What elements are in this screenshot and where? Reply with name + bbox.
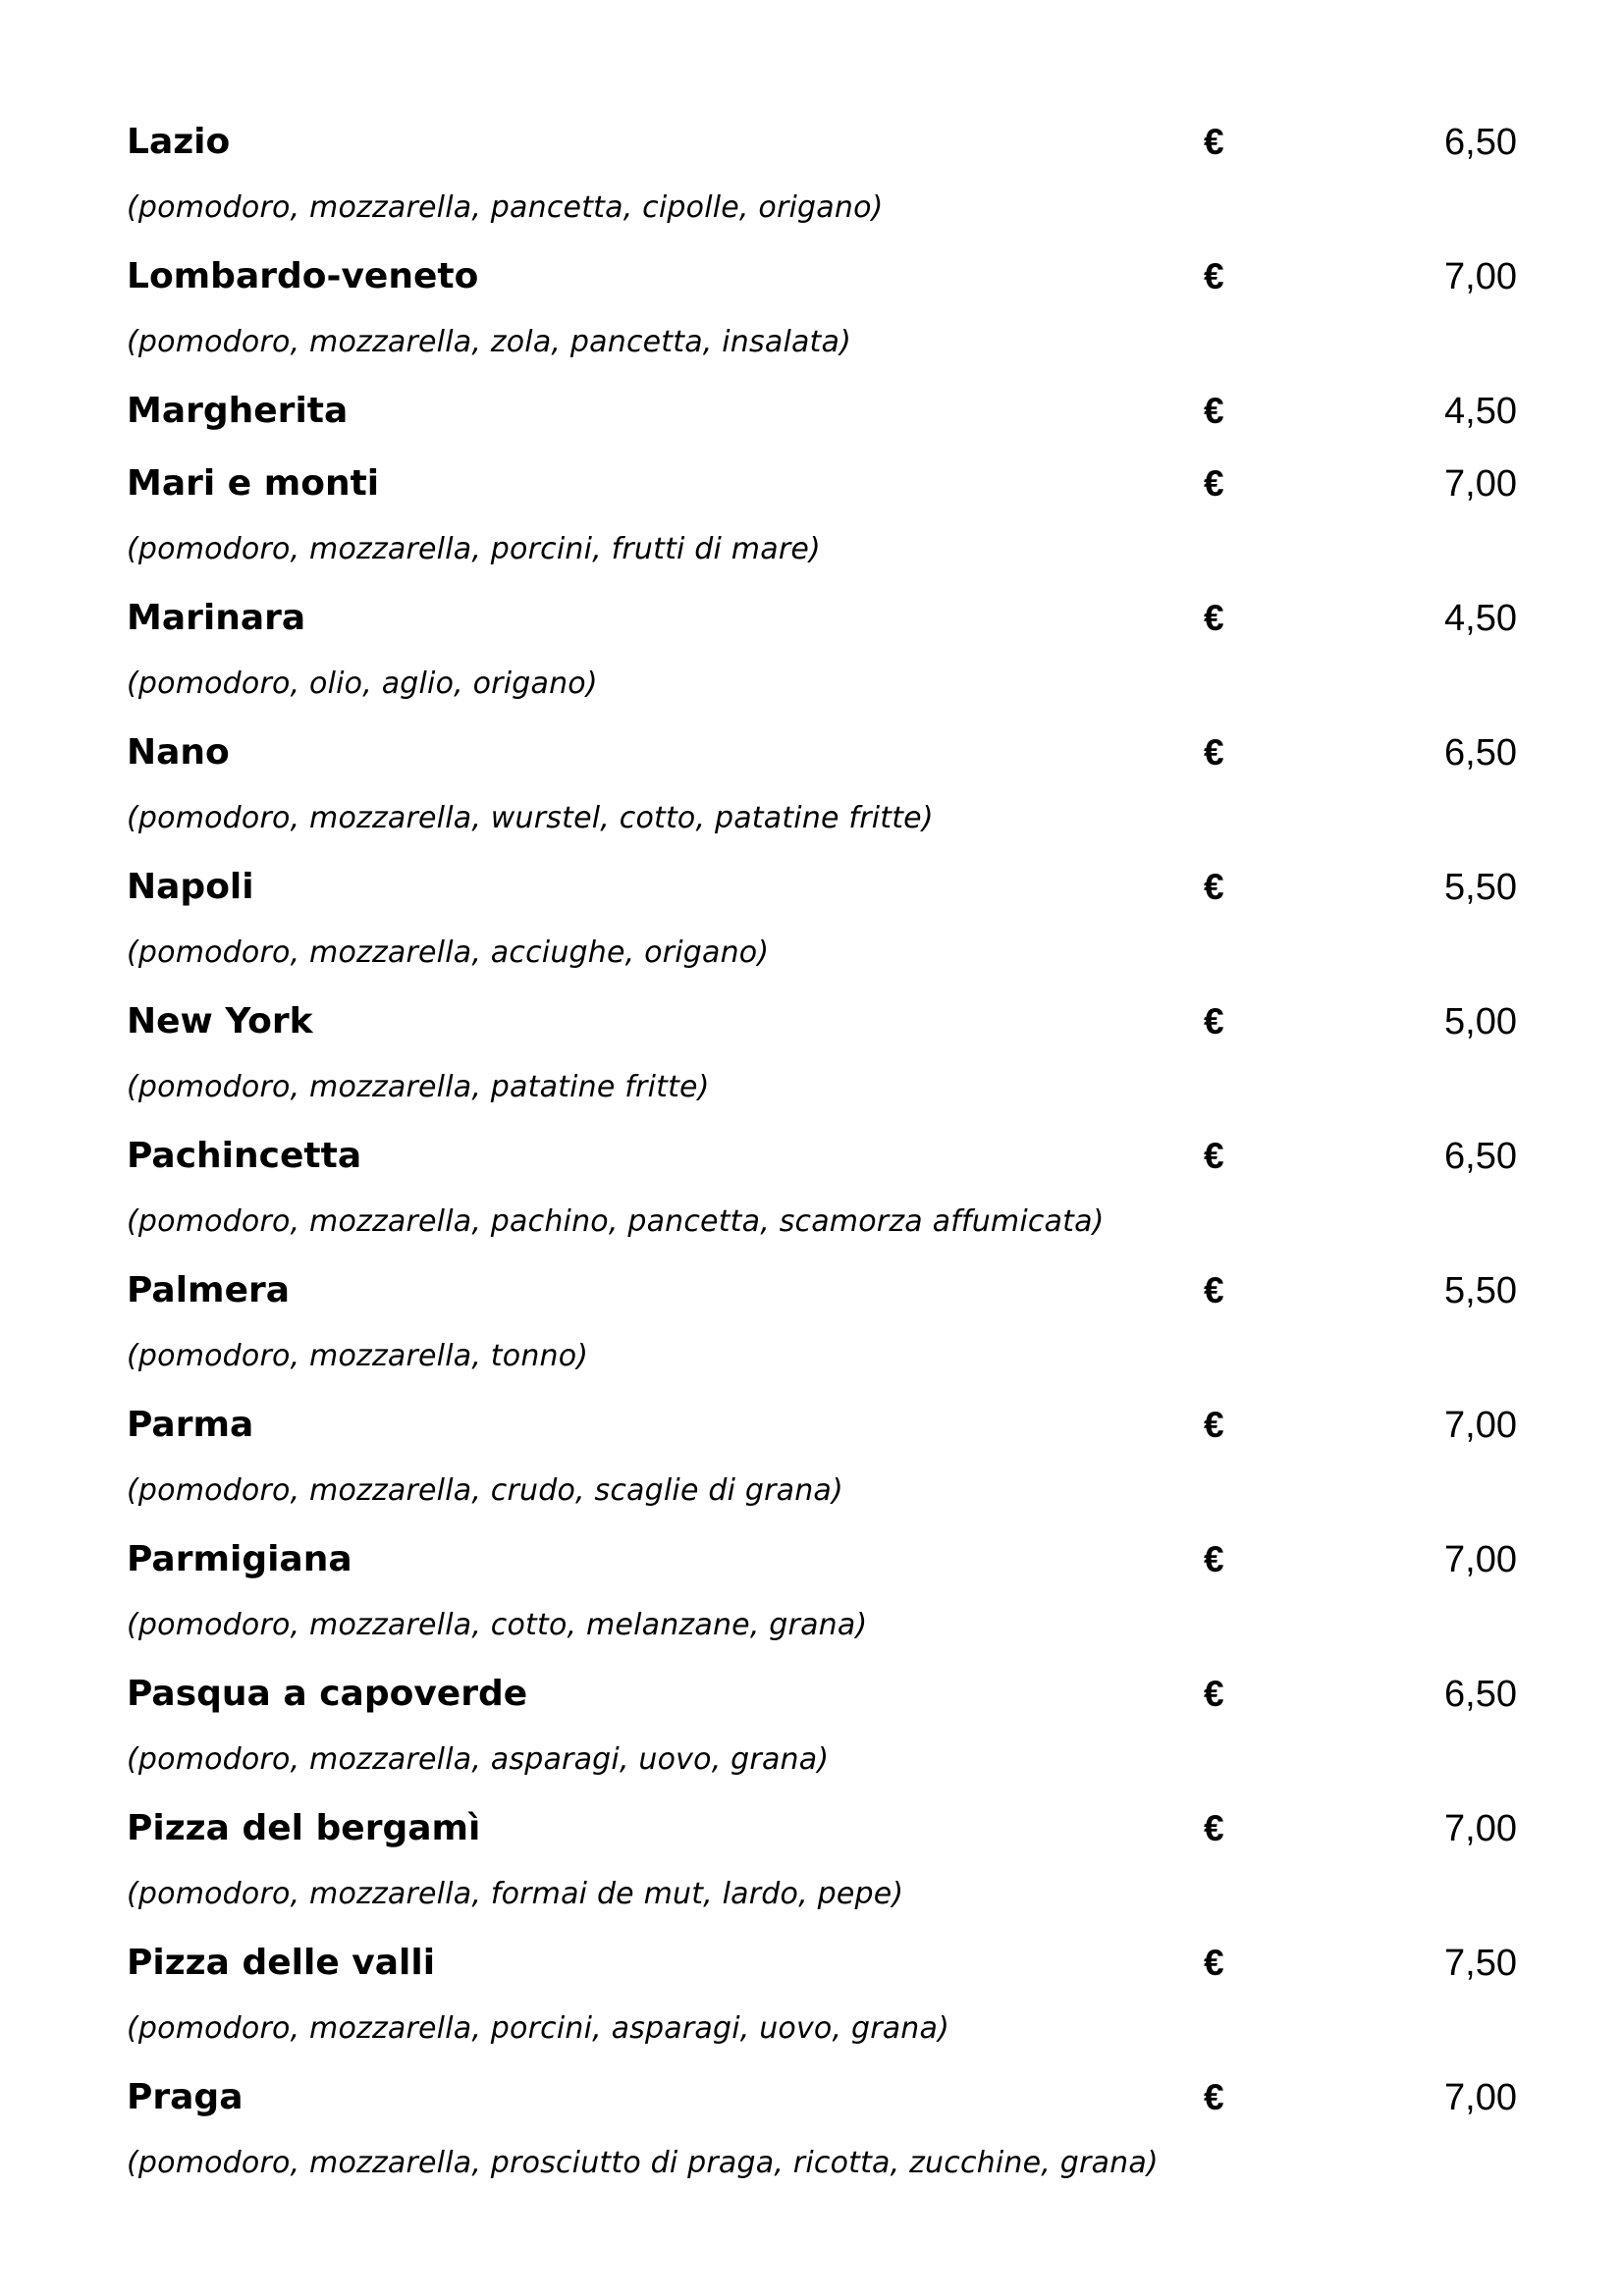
menu-item-price: 7,00	[1444, 256, 1517, 297]
menu-item-name: Marinara	[127, 598, 306, 638]
menu-item-price: 6,50	[1444, 122, 1517, 163]
menu-item-ingredients-row	[0, 313, 1623, 372]
menu-item-row	[0, 1799, 1623, 1858]
menu-item-ingredients-row	[0, 924, 1623, 983]
menu-item-name: Lazio	[127, 122, 231, 162]
menu-item-ingredients-row	[0, 789, 1623, 848]
menu-item-name: Pasqua a capoverde	[127, 1674, 528, 1714]
menu-item-price: 6,50	[1444, 1136, 1517, 1177]
menu-item-name: Margherita	[127, 391, 349, 431]
menu-item-price: 4,50	[1444, 598, 1517, 639]
menu-item-row	[0, 1127, 1623, 1186]
menu-item-price: 5,00	[1444, 1001, 1517, 1042]
currency-symbol: €	[1204, 1001, 1224, 1041]
currency-symbol: €	[1204, 867, 1224, 907]
menu-item-name: Napoli	[127, 867, 254, 907]
menu-item-name: New York	[127, 1001, 313, 1041]
menu-item-price: 7,00	[1444, 1808, 1517, 1849]
menu-item-row	[0, 247, 1623, 306]
menu-item-ingredients: (pomodoro, mozzarella, asparagi, uovo, grana)	[127, 1742, 830, 1777]
menu-item-name: Mari e monti	[127, 463, 380, 504]
menu-item-ingredients: (pomodoro, mozzarella, crudo, scaglie di grana)	[127, 1473, 843, 1508]
menu-item-row	[0, 858, 1623, 917]
menu-item-price: 5,50	[1444, 1270, 1517, 1311]
currency-symbol: €	[1204, 2077, 1224, 2117]
menu-item-price: 6,50	[1444, 732, 1517, 774]
currency-symbol: €	[1204, 1405, 1224, 1445]
menu-item-row	[0, 1261, 1623, 1320]
currency-symbol: €	[1204, 732, 1224, 773]
menu-item-ingredients: (pomodoro, mozzarella, prosciutto di praga, ricotta, zucchine, grana)	[127, 2146, 1159, 2180]
menu-item-row	[0, 589, 1623, 648]
menu-item-ingredients-row	[0, 520, 1623, 579]
menu-item-ingredients-row	[0, 1327, 1623, 1386]
currency-symbol: €	[1204, 1136, 1224, 1176]
menu-item-row	[0, 992, 1623, 1051]
currency-symbol: €	[1204, 1539, 1224, 1579]
menu-item-ingredients: (pomodoro, mozzarella, pancetta, cipolle, origano)	[127, 190, 884, 225]
menu-item-price: 6,50	[1444, 1674, 1517, 1715]
menu-item-ingredients: (pomodoro, mozzarella, porcini, asparagi, uovo, grana)	[127, 2011, 950, 2046]
menu-item-ingredients-row	[0, 1731, 1623, 1789]
currency-symbol: €	[1204, 256, 1224, 296]
menu-item-row	[0, 1530, 1623, 1589]
menu-item-price: 7,00	[1444, 2077, 1517, 2118]
menu-item-name: Parmigiana	[127, 1539, 352, 1579]
menu-item-ingredients-row	[0, 1596, 1623, 1655]
menu-item-ingredients-row	[0, 1058, 1623, 1117]
menu-item-price: 4,50	[1444, 391, 1517, 432]
menu-item-name: Palmera	[127, 1270, 291, 1310]
menu-item-ingredients: (pomodoro, mozzarella, acciughe, origano)	[127, 935, 770, 970]
menu-item-price: 7,50	[1444, 1943, 1517, 1984]
menu-item-name: Nano	[127, 732, 230, 773]
menu-item-row	[0, 113, 1623, 172]
menu-item-ingredients-row	[0, 1462, 1623, 1521]
menu-item-ingredients-row	[0, 2134, 1623, 2193]
currency-symbol: €	[1204, 598, 1224, 638]
currency-symbol: €	[1204, 1270, 1224, 1310]
menu-item-ingredients: (pomodoro, mozzarella, patatine fritte)	[127, 1070, 710, 1104]
menu-item-row	[0, 1396, 1623, 1455]
menu-item-row	[0, 723, 1623, 782]
menu-item-price: 5,50	[1444, 867, 1517, 908]
menu-item-name: Praga	[127, 2077, 243, 2117]
menu-item-ingredients: (pomodoro, mozzarella, porcini, frutti di mare)	[127, 532, 821, 566]
menu-item-ingredients-row	[0, 1193, 1623, 1252]
menu-item-name: Pizza del bergamì	[127, 1808, 481, 1848]
menu-item-ingredients-row	[0, 655, 1623, 714]
menu-item-row	[0, 1665, 1623, 1724]
menu-item-row	[0, 382, 1623, 441]
menu-item-ingredients-row	[0, 179, 1623, 238]
menu-item-ingredients: (pomodoro, mozzarella, cotto, melanzane, grana)	[127, 1608, 868, 1642]
menu-item-row	[0, 1934, 1623, 1993]
menu-item-price: 7,00	[1444, 1539, 1517, 1580]
menu-item-ingredients: (pomodoro, mozzarella, pachino, pancetta, scamorza affumicata)	[127, 1204, 1105, 1239]
menu-item-ingredients-row	[0, 2000, 1623, 2058]
menu-item-name: Parma	[127, 1405, 254, 1445]
currency-symbol: €	[1204, 1943, 1224, 1983]
currency-symbol: €	[1204, 463, 1224, 504]
menu-item-ingredients-row	[0, 1865, 1623, 1924]
currency-symbol: €	[1204, 1808, 1224, 1848]
currency-symbol: €	[1204, 391, 1224, 431]
currency-symbol: €	[1204, 1674, 1224, 1714]
menu-item-ingredients: (pomodoro, mozzarella, formai de mut, lardo, pepe)	[127, 1877, 904, 1911]
currency-symbol: €	[1204, 122, 1224, 162]
menu-item-row	[0, 454, 1623, 513]
menu-item-name: Lombardo-veneto	[127, 256, 479, 296]
menu-item-price: 7,00	[1444, 1405, 1517, 1446]
menu-item-price: 7,00	[1444, 463, 1517, 505]
menu-item-ingredients: (pomodoro, mozzarella, tonno)	[127, 1339, 589, 1373]
menu-item-ingredients: (pomodoro, mozzarella, wurstel, cotto, patatine fritte)	[127, 801, 934, 835]
menu-item-ingredients: (pomodoro, olio, aglio, origano)	[127, 667, 598, 701]
menu-item-name: Pachincetta	[127, 1136, 362, 1176]
menu-item-name: Pizza delle valli	[127, 1943, 436, 1983]
menu-item-row	[0, 2068, 1623, 2127]
menu-item-ingredients: (pomodoro, mozzarella, zola, pancetta, insalata)	[127, 325, 852, 359]
